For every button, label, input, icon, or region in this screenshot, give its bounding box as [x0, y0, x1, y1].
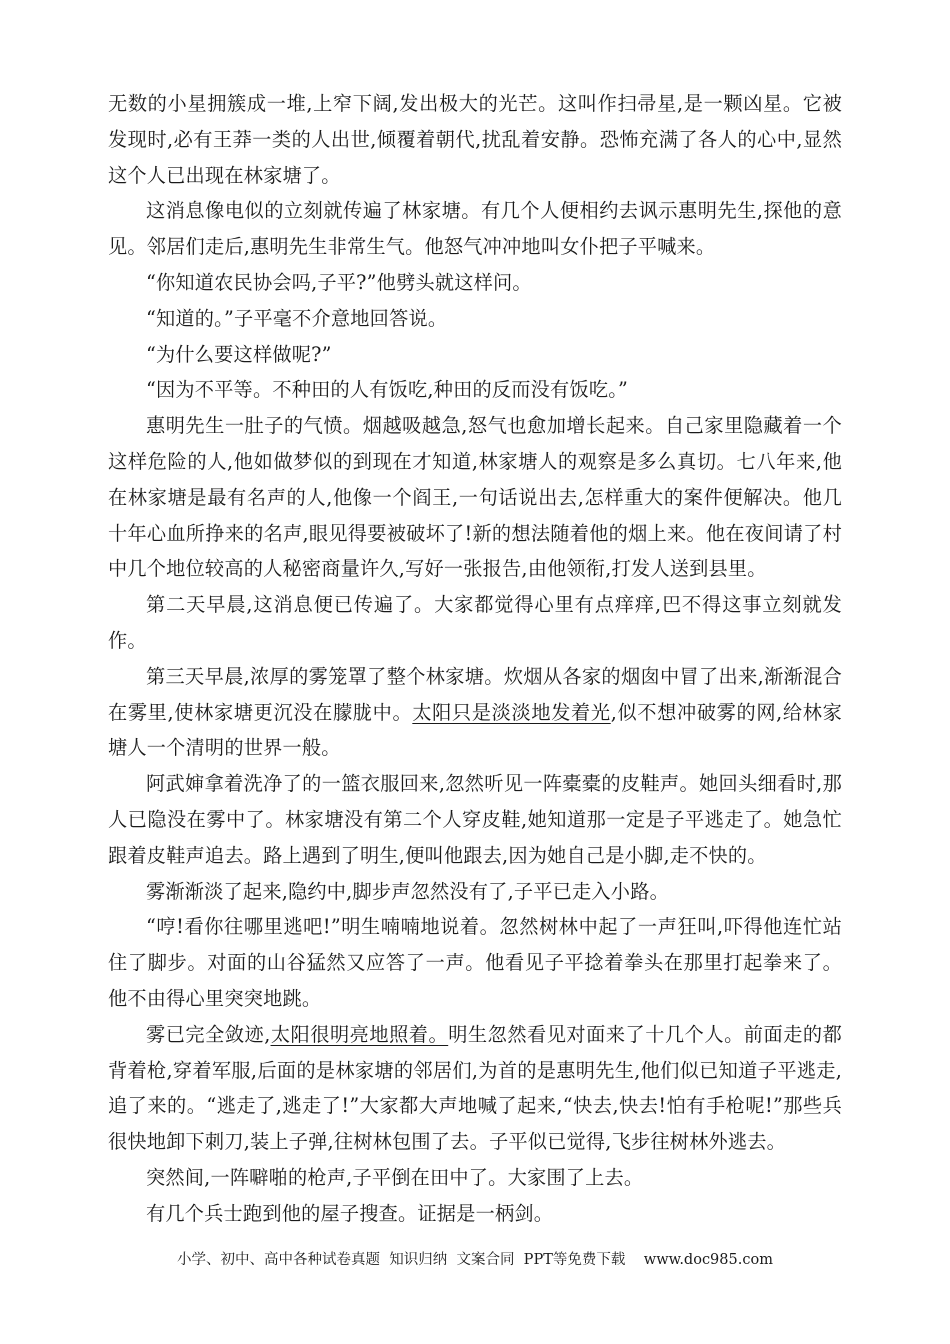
underlined-phrase: 太阳只是淡淡地发着光	[412, 700, 611, 724]
paragraph	[108, 659, 842, 766]
paragraph-text: “哼!看你往哪里逃吧!”明生喃喃地说着。忽然树林中起了一声狂叫,吓得他连忙站住了脚步。对面的山谷猛然又应答了一声。他看见子平捻着拳头在那里打起拳来了。他不由得心里突突地跳。	[108, 915, 842, 1010]
article-body	[108, 86, 842, 1232]
paragraph	[108, 265, 842, 301]
paragraph-text: 这消息像电似的立刻就传遍了林家塘。有几个人便相约去讽示惠明先生,探他的意见。邻居们走后,惠明先生非常生气。他怒气冲冲地叫女仆把子平喊来。	[108, 199, 842, 259]
paragraph	[108, 408, 842, 587]
paragraph-text: “你知道农民协会吗,子平?”他劈头就这样问。	[146, 270, 532, 294]
paragraph-text: 有几个兵士跑到他的屋子搜查。证据是一柄剑。	[146, 1201, 554, 1225]
paragraph-text: “因为不平等。不种田的人有饭吃,种田的反而没有饭吃。”	[146, 378, 629, 402]
paragraph-text: 第二天早晨,这消息便已传遍了。大家都觉得心里有点痒痒,巴不得这事立刻就发作。	[108, 593, 842, 652]
paragraph-text: 阿武婶拿着洗净了的一篮衣服回来,忽然听见一阵橐橐的皮鞋声。她回头细看时,那人已隐没在雾中了。林家塘没有第二个人穿皮鞋,她知道那一定是子平逃走了。她急忙跟着皮鞋声追去。路上遇到了明生,便叫他跟去,因为她自己是小脚,走不快的。	[108, 772, 842, 867]
underlined-phrase: 太阳很明亮地照着。	[270, 1022, 449, 1046]
paragraph-text: 突然间,一阵噼啪的枪声,子平倒在田中了。大家围了上去。	[146, 1165, 644, 1189]
paragraph-text: “为什么要这样做呢?”	[146, 342, 332, 366]
paragraph-text: 惠明先生一肚子的气愤。烟越吸越急,怒气也愈加增长起来。自己家里隐藏着一个这样危险的人,他如做梦似的到现在才知道,林家塘人的观察是多么真切。七八年来,他在林家塘是最有名声的人,他像一个阎王,一句话说出去,怎样重大的案件便解决。他几十年心血所挣来的名声,眼见得要被破坏了!新的想法随着他的烟上来。他在夜间请了村中几个地位较高的人秘密商量许久,写好一张报告,由他领衔,打发人送到县里。	[108, 414, 842, 581]
paragraph	[108, 766, 842, 873]
paragraph-text: 无数的小星拥簇成一堆,上窄下阔,发出极大的光芒。这叫作扫帚星,是一颗凶星。它被发现时,必有王莽一类的人出世,倾覆着朝代,扰乱着安静。恐怖充满了各人的心中,显然这个人已出现在林家塘了。	[108, 92, 842, 187]
paragraph	[108, 874, 842, 910]
paragraph	[108, 86, 842, 193]
paragraph-text: “知道的。”子平毫不介意地回答说。	[146, 306, 448, 330]
paragraph-text: 明生忽然看见对面来了十几个人。前面走的都背着枪,穿着军服,后面的是林家塘的邻居们,为首的是惠明先生,他们似已知道子平逃走,追了来的。“逃走了,逃走了!”大家都大声地喊了起来,“快去,快去!怕有手枪呢!”那些兵很快地卸下刺刀,装上子弹,往树林包围了去。子平似已觉得,飞步往树林外逃去。	[108, 1022, 842, 1154]
page-footer: 小学、初中、高中各种试卷真题 知识归纳 文案合同 PPT等免费下载 www.doc985.com	[177, 1252, 773, 1268]
paragraph-text: 第三天早晨,浓厚的雾笼罩了整个林家塘。炊烟从各家的烟囱中冒了出来,渐渐混合在雾里,使林家塘更沉没在朦胧中。	[108, 664, 842, 724]
paragraph-text: 雾已完全敛迹,	[146, 1022, 271, 1046]
paragraph	[108, 193, 842, 265]
paragraph-text: ,似不想冲破雾的网,给林家塘人一个清明的世界一般。	[108, 700, 842, 760]
paragraph	[108, 909, 842, 1016]
paragraph	[108, 1196, 842, 1232]
paragraph	[108, 1160, 842, 1196]
paragraph	[108, 587, 842, 659]
paragraph	[108, 337, 842, 373]
paragraph-text: 雾渐渐淡了起来,隐约中,脚步声忽然没有了,子平已走入小路。	[146, 879, 669, 903]
paragraph	[108, 301, 842, 337]
paragraph	[108, 1017, 842, 1160]
paragraph	[108, 372, 842, 408]
